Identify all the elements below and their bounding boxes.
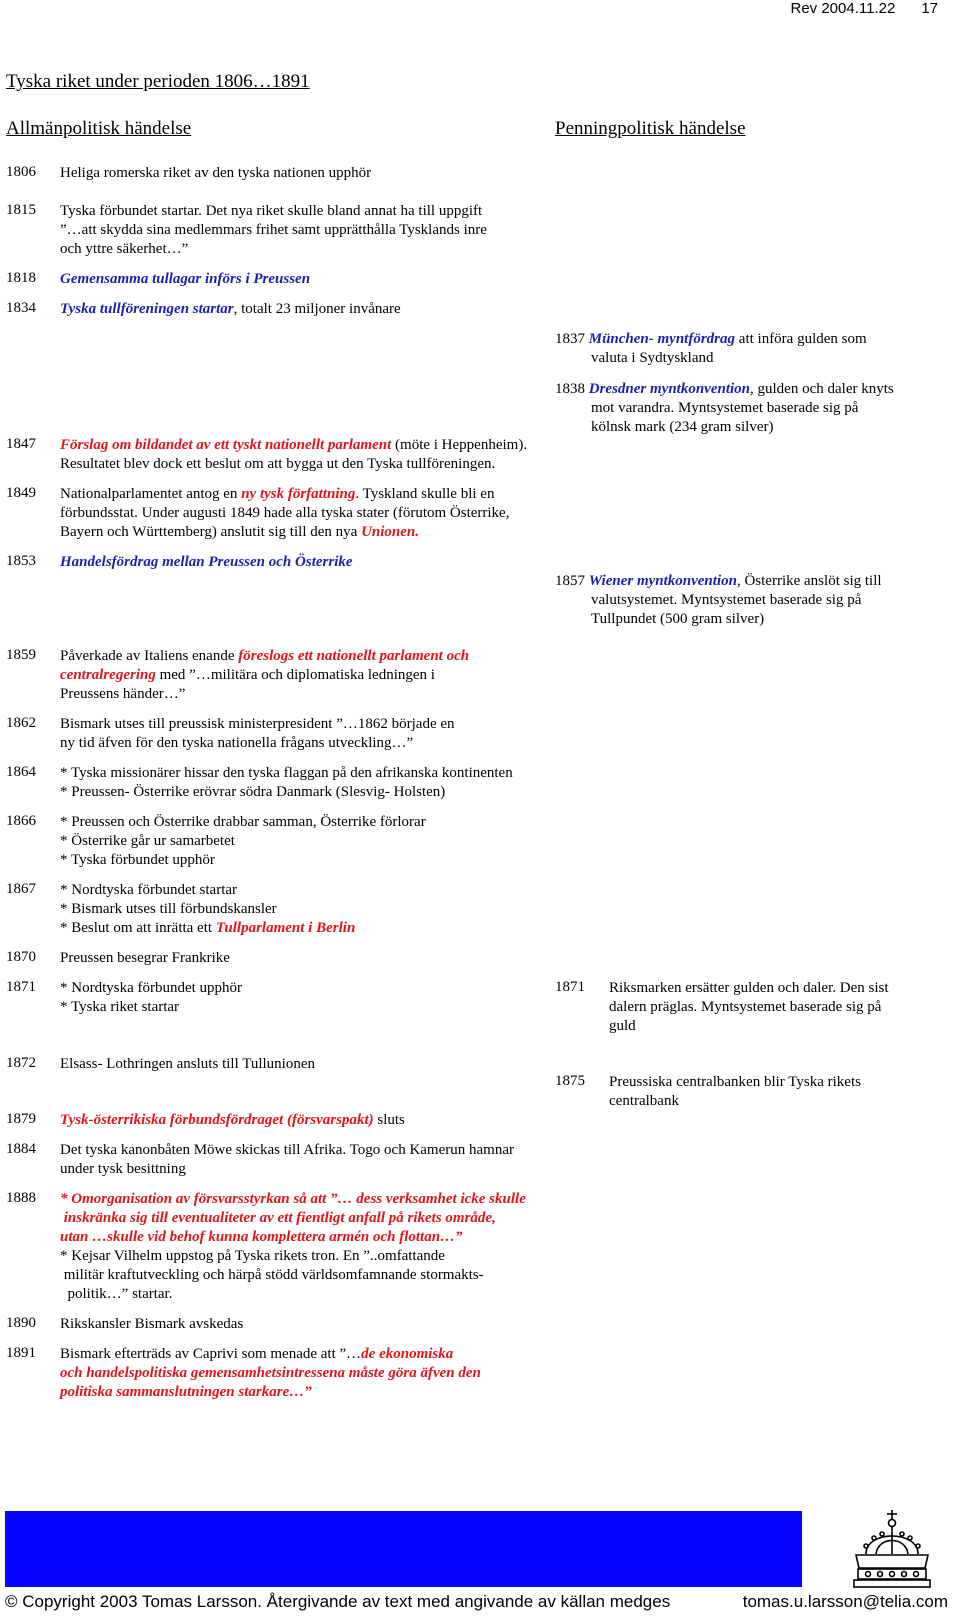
event-text-line — [60, 485, 494, 505]
event-highlight: Förslag om bildandet av ett tyskt nationellt parlament — [60, 437, 392, 453]
event-highlight: Handelsfördrag mellan Preussen och Österrike — [60, 554, 353, 570]
right-column-title: Penningpolitisk händelse — [555, 118, 746, 139]
event-year: 1884 — [6, 1141, 36, 1157]
event-text-line: * Preussen och Österrike drabbar samman, Österrike förlorar — [60, 814, 426, 830]
event-text-line: guld — [609, 1018, 636, 1034]
event-year: 1862 — [6, 715, 36, 731]
event-rest: , Österrike anslöt sig till — [736, 573, 882, 589]
event-highlight: Tyska tullföreningen startar — [60, 301, 234, 317]
event-text: Elsass- Lothringen ansluts till Tullunionen — [60, 1056, 316, 1072]
event-text-line: * Nordtyska förbundet upphör — [60, 980, 243, 996]
event-text-line: mot varandra. Myntsystemet baserade sig på — [591, 400, 859, 416]
event-text — [60, 300, 401, 320]
event-year: 1879 — [6, 1111, 36, 1127]
event-year: 1859 — [6, 647, 36, 663]
event-text-line: militär kraftutveckling och härpå stödd världsomfamnande stormakts- — [60, 1267, 484, 1283]
footer-copyright: © Copyright 2003 Tomas Larsson. Återgivande av text med angivande av källan medges — [5, 1592, 671, 1611]
event-highlight: Wiener myntkonvention — [588, 573, 737, 589]
page-number: 17 — [921, 0, 938, 17]
event-year: 1837 — [555, 331, 585, 347]
event-text-line: förbundsstat. Under augusti 1849 hade alla tyska stater (förutom Österrike, — [60, 505, 510, 521]
event-year: 1888 — [6, 1190, 36, 1206]
event-pre: Nationalparlamentet antog en — [60, 486, 242, 502]
event-year: 1891 — [6, 1345, 36, 1361]
event-rest: sluts — [373, 1112, 405, 1128]
event-year: 1870 — [6, 949, 36, 965]
footer-bar — [5, 1511, 802, 1587]
event-highlight: Tysk-österrikiska förbundsfördraget (försvarspakt) — [60, 1112, 374, 1128]
event-highlight: Dresdner myntkonvention — [588, 381, 751, 397]
event-text-line — [555, 330, 867, 350]
page-header — [791, 0, 939, 17]
event-text-line — [60, 436, 527, 456]
event-text: Preussen besegrar Frankrike — [60, 950, 230, 966]
event-text — [60, 1111, 405, 1131]
event-highlight: inskränka sig till eventualiteter av ett fientligt anfall på rikets område, — [60, 1210, 496, 1226]
event-highlight: ny tysk författning — [241, 486, 356, 502]
event-highlight: * Omorganisation av försvarsstyrkan så att ”… dess verksamhet icke skulle — [60, 1191, 526, 1207]
event-text-line: valutsystemet. Myntsystemet baserade sig på — [591, 592, 862, 608]
event-year: 1866 — [6, 813, 36, 829]
event-text-line: * Tyska förbundet upphör — [60, 852, 215, 868]
event-year: 1872 — [6, 1055, 36, 1071]
event-year: 1818 — [6, 270, 36, 286]
event-text-line: Riksmarken ersätter gulden och daler. Den sist — [609, 980, 889, 996]
crown-emblem-icon — [846, 1508, 938, 1590]
event-highlight: de ekonomiska — [361, 1346, 454, 1362]
event-text-line — [555, 572, 882, 592]
footer-email[interactable]: tomas.u.larsson@telia.com — [742, 1592, 948, 1611]
event-year: 1890 — [6, 1315, 36, 1331]
event-highlight: Gemensamma tullagar införs i Preussen — [60, 271, 311, 287]
event-text-line: Preussens händer…” — [60, 686, 186, 702]
event-text-line — [60, 666, 435, 686]
event-highlight: föreslogs ett nationellt parlament och — [238, 648, 470, 664]
event-text-line: Tyska förbundet startar. Det nya riket skulle bland annat ha till uppgift — [60, 203, 483, 219]
event-text-line: * Kejsar Vilhelm uppstog på Tyska rikets tron. En ”..omfattande — [60, 1248, 445, 1264]
revision-label: Rev 2004.11.22 — [790, 0, 896, 17]
event-year: 1806 — [6, 164, 36, 180]
event-year: 1849 — [6, 485, 36, 501]
event-rest: , totalt 23 miljoner invånare — [233, 301, 401, 317]
event-highlight: politiska sammanslutningen starkare…” — [60, 1384, 312, 1400]
event-pre: Bayern och Württemberg) anslutit sig till den nya — [60, 524, 362, 540]
event-text-line: Preussiska centralbanken blir Tyska rikets — [609, 1074, 861, 1090]
event-text-line — [60, 523, 419, 543]
event-rest: (möte i Heppenheim). — [391, 437, 528, 453]
event-rest: . Tyskland skulle bli en — [355, 486, 495, 502]
event-highlight: München- myntfördrag — [588, 331, 736, 347]
event-text-line: * Tyska missionärer hissar den tyska flaggan på den afrikanska kontinenten — [60, 765, 513, 781]
event-rest: , gulden och daler knyts — [750, 381, 894, 397]
event-highlight: Tullparlament i Berlin — [215, 920, 356, 936]
event-highlight: centralregering — [60, 667, 156, 683]
event-text: Rikskansler Bismark avskedas — [60, 1316, 244, 1332]
event-year: 1838 — [555, 381, 585, 397]
event-year: 1867 — [6, 881, 36, 897]
event-highlight: och handelspolitiska gemensamhetsintressena måste göra äfven den — [60, 1365, 481, 1381]
event-text-line — [60, 647, 469, 667]
event-highlight: utan …skulle vid behof kunna komplettera armén och flottan…” — [60, 1229, 463, 1245]
event-text-line: Det tyska kanonbåten Möwe skickas till Afrika. Togo och Kamerun hamnar — [60, 1142, 514, 1158]
page-title: Tyska riket under perioden 1806…1891 — [6, 71, 310, 92]
event-text-line: kölnsk mark (234 gram silver) — [591, 419, 774, 435]
event-rest: med ”…militära och diplomatiska ledningen i — [155, 667, 435, 683]
event-year: 1875 — [555, 1073, 585, 1089]
event-pre: Påverkade av Italiens enande — [60, 648, 239, 664]
event-text-line: * Preussen- Österrike erövrar södra Danmark (Slesvig- Holsten) — [60, 784, 446, 800]
event-year: 1857 — [555, 573, 585, 589]
event-text-line: dalern präglas. Myntsystemet baserade sig på — [609, 999, 882, 1015]
event-pre: * Beslut om att inrätta ett — [60, 920, 216, 936]
event-text-line — [60, 1345, 453, 1365]
event-year: 1853 — [6, 553, 36, 569]
event-rest: att införa gulden som — [735, 331, 867, 347]
event-text-line: * Bismark utses till förbundskansler — [60, 901, 277, 917]
event-text-line — [60, 919, 355, 939]
event-text-line: ny tid äfven för den tyska nationella frågans utveckling…” — [60, 735, 414, 751]
event-text-line: * Tyska riket startar — [60, 999, 180, 1015]
event-year: 1871 — [6, 979, 36, 995]
event-text-line: under tysk besittning — [60, 1161, 186, 1177]
event-year: 1834 — [6, 300, 36, 316]
event-year: 1864 — [6, 764, 36, 780]
event-text-line: * Nordtyska förbundet startar — [60, 882, 238, 898]
event-text-line: Tullpundet (500 gram silver) — [591, 611, 765, 627]
event-pre: Bismark efterträds av Caprivi som menade att ”… — [60, 1346, 362, 1362]
event-highlight: Unionen. — [361, 524, 419, 540]
event-text-line: och yttre säkerhet…” — [60, 241, 189, 257]
event-text-line: valuta i Sydtyskland — [591, 350, 714, 366]
event-text-line: Resultatet blev dock ett beslut om att bygga ut den Tyska tullföreningen. — [60, 456, 496, 472]
event-text-line: * Österrike går ur samarbetet — [60, 833, 235, 849]
left-column-title: Allmänpolitisk händelse — [6, 118, 192, 139]
event-year: 1871 — [555, 979, 585, 995]
event-text-line: politik…” startar. — [60, 1286, 173, 1302]
event-year: 1815 — [6, 202, 36, 218]
event-text-line: ”…att skydda sina medlemmars frihet samt upprätthålla Tysklands inre — [60, 222, 487, 238]
event-text-line: centralbank — [609, 1093, 679, 1109]
event-text-line: Bismark utses till preussisk ministerpresident ”…1862 började en — [60, 716, 455, 732]
event-text-line — [555, 380, 894, 400]
event-text: Heliga romerska riket av den tyska nationen upphör — [60, 165, 372, 181]
event-year: 1847 — [6, 436, 36, 452]
